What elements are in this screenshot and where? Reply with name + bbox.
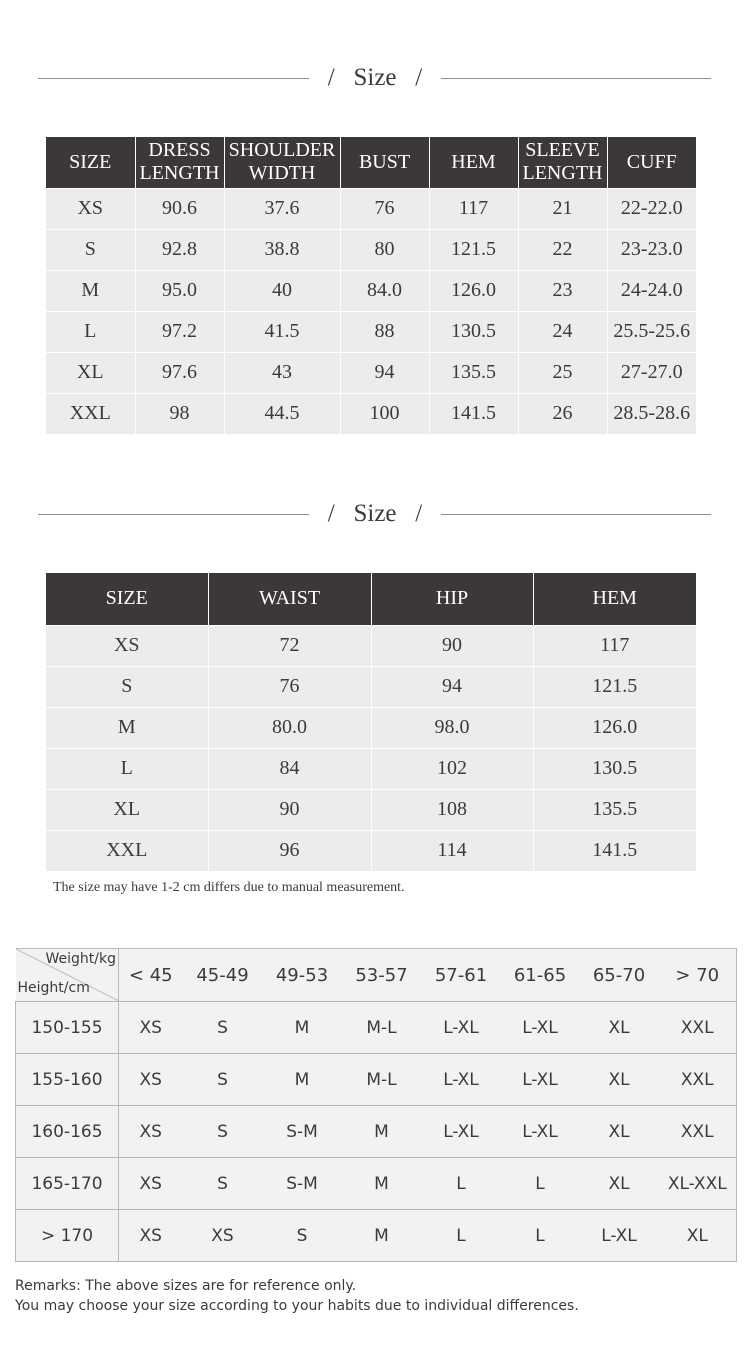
recommended-size-cell: XS xyxy=(119,1210,183,1262)
remarks-line-1: Remarks: The above sizes are for reference only. xyxy=(15,1278,357,1294)
recommended-size-cell: S xyxy=(183,1054,263,1106)
table-row xyxy=(46,625,696,666)
table-cell: 90.6 xyxy=(135,188,224,229)
height-range-cell: 155-160 xyxy=(16,1054,119,1106)
height-range-cell: 150-155 xyxy=(16,1002,119,1054)
recommended-size-cell: XS xyxy=(119,1158,183,1210)
column-header-text: HEM xyxy=(451,150,496,173)
column-header-text: CUFF xyxy=(626,150,677,173)
table-cell: 26 xyxy=(518,393,607,434)
column-header-text: WIDTH xyxy=(248,162,316,185)
table-cell: 22 xyxy=(518,229,607,270)
table-cell: 102 xyxy=(371,748,533,789)
column-header xyxy=(607,137,696,188)
table-cell: 126.0 xyxy=(533,707,696,748)
table-cell: 84 xyxy=(208,748,371,789)
remarks-line-2: You may choose your size according to your habits due to individual differences. xyxy=(15,1298,579,1314)
table-cell: 98.0 xyxy=(371,707,533,748)
weight-range-header: 65-70 xyxy=(580,949,659,1002)
recommended-size-cell: L xyxy=(501,1158,580,1210)
table-cell: 88 xyxy=(340,311,429,352)
table-cell: 21 xyxy=(518,188,607,229)
weight-range-header: 61-65 xyxy=(501,949,580,1002)
column-header xyxy=(224,137,340,188)
recommended-size-cell: M xyxy=(263,1054,342,1106)
recommended-size-cell: L xyxy=(501,1210,580,1262)
table-cell: 130.5 xyxy=(533,748,696,789)
height-row xyxy=(16,1106,737,1158)
column-header xyxy=(518,137,607,188)
table-cell: 37.6 xyxy=(224,188,340,229)
measurement-note: The size may have 1-2 cm differs due to manual measurement. xyxy=(53,880,405,895)
divider-right xyxy=(441,514,711,515)
height-axis-label: Height/cm xyxy=(17,980,90,996)
table-cell: 114 xyxy=(371,830,533,871)
column-header xyxy=(135,137,224,188)
table-cell: 72 xyxy=(208,625,371,666)
table-cell: 141.5 xyxy=(533,830,696,871)
weight-range-header: 45-49 xyxy=(183,949,263,1002)
table-cell: XXL xyxy=(46,830,208,871)
recommended-size-cell: XS xyxy=(119,1106,183,1158)
recommended-size-cell: XS xyxy=(183,1210,263,1262)
column-header-text: LENGTH xyxy=(522,162,603,185)
column-header: SIZE xyxy=(46,573,208,625)
divider-left xyxy=(38,78,309,79)
recommended-size-cell: XS xyxy=(119,1002,183,1054)
column-header: HIP xyxy=(371,573,533,625)
table-cell: 95.0 xyxy=(135,270,224,311)
column-header: HEM xyxy=(533,573,696,625)
recommended-size-cell: L-XL xyxy=(580,1210,659,1262)
column-header-text: DRESS xyxy=(148,139,211,162)
height-row xyxy=(16,1054,737,1106)
table-cell: 40 xyxy=(224,270,340,311)
recommended-size-cell: XL xyxy=(580,1054,659,1106)
column-header: WAIST xyxy=(208,573,371,625)
table-row xyxy=(46,789,696,830)
weight-range-header: < 45 xyxy=(119,949,183,1002)
table-cell: 92.8 xyxy=(135,229,224,270)
table-cell: 28.5-28.6 xyxy=(607,393,696,434)
recommended-size-cell: XXL xyxy=(659,1002,737,1054)
table-cell: 43 xyxy=(224,352,340,393)
divider-right xyxy=(441,78,711,79)
weight-range-header: 57-61 xyxy=(422,949,501,1002)
table-cell: S xyxy=(46,666,208,707)
recommended-size-cell: L-XL xyxy=(501,1002,580,1054)
table-cell: 25 xyxy=(518,352,607,393)
table-cell: 141.5 xyxy=(429,393,518,434)
table-cell: S xyxy=(46,229,135,270)
weight-header-row xyxy=(16,949,737,1002)
table-cell: 90 xyxy=(208,789,371,830)
table-cell: 121.5 xyxy=(429,229,518,270)
recommended-size-cell: L-XL xyxy=(501,1054,580,1106)
table-row xyxy=(46,707,696,748)
recommended-size-cell: XL xyxy=(580,1158,659,1210)
table-header-row xyxy=(46,573,696,625)
table-row xyxy=(46,666,696,707)
table-cell: 76 xyxy=(340,188,429,229)
table-cell: M xyxy=(46,707,208,748)
recommended-size-cell: XXL xyxy=(659,1054,737,1106)
table-row xyxy=(46,229,696,270)
table-cell: L xyxy=(46,311,135,352)
column-header-text: LENGTH xyxy=(139,162,220,185)
table-cell: XL xyxy=(46,352,135,393)
table-cell: 80 xyxy=(340,229,429,270)
table-cell: 98 xyxy=(135,393,224,434)
weight-axis-label: Weight/kg xyxy=(45,951,116,967)
recommended-size-cell: S-M xyxy=(263,1158,342,1210)
table-header-row xyxy=(46,137,696,188)
table-cell: 38.8 xyxy=(224,229,340,270)
table-cell: 94 xyxy=(371,666,533,707)
section-title-label: / Size / xyxy=(327,500,423,527)
table-cell: 44.5 xyxy=(224,393,340,434)
height-range-cell: 160-165 xyxy=(16,1106,119,1158)
recommended-size-cell: XL xyxy=(580,1106,659,1158)
recommended-size-cell: XL xyxy=(580,1002,659,1054)
table-cell: 41.5 xyxy=(224,311,340,352)
table-cell: XL xyxy=(46,789,208,830)
table-cell: 27-27.0 xyxy=(607,352,696,393)
recommended-size-cell: M-L xyxy=(342,1002,422,1054)
table-cell: 96 xyxy=(208,830,371,871)
table-cell: 117 xyxy=(429,188,518,229)
recommended-size-cell: L-XL xyxy=(422,1002,501,1054)
height-row xyxy=(16,1158,737,1210)
recommended-size-cell: L xyxy=(422,1158,501,1210)
table-cell: 130.5 xyxy=(429,311,518,352)
table-row xyxy=(46,188,696,229)
recommended-size-cell: M xyxy=(342,1210,422,1262)
weight-range-header: 49-53 xyxy=(263,949,342,1002)
recommended-size-cell: M-L xyxy=(342,1054,422,1106)
height-row xyxy=(16,1210,737,1262)
section-title-label: / Size / xyxy=(327,64,423,91)
table-cell: 108 xyxy=(371,789,533,830)
table-cell: 24-24.0 xyxy=(607,270,696,311)
recommended-size-cell: L xyxy=(422,1210,501,1262)
recommended-size-cell: L-XL xyxy=(422,1106,501,1158)
column-header xyxy=(340,137,429,188)
table-cell: L xyxy=(46,748,208,789)
table-cell: 24 xyxy=(518,311,607,352)
recommended-size-cell: S xyxy=(183,1002,263,1054)
table-row xyxy=(46,393,696,434)
table-cell: 135.5 xyxy=(429,352,518,393)
table-cell: 97.6 xyxy=(135,352,224,393)
height-row xyxy=(16,1002,737,1054)
section-title-1 xyxy=(38,63,711,93)
table-cell: 97.2 xyxy=(135,311,224,352)
table-cell: 23 xyxy=(518,270,607,311)
height-weight-table xyxy=(15,948,737,1262)
table-cell: 135.5 xyxy=(533,789,696,830)
recommended-size-cell: M xyxy=(342,1158,422,1210)
remarks xyxy=(15,1276,579,1316)
table-cell: M xyxy=(46,270,135,311)
table-cell: 80.0 xyxy=(208,707,371,748)
table-row xyxy=(46,311,696,352)
recommended-size-cell: S xyxy=(183,1158,263,1210)
table-row xyxy=(46,270,696,311)
corner-cell xyxy=(16,949,119,1002)
column-header-text: BUST xyxy=(358,150,411,173)
recommended-size-cell: XL xyxy=(659,1210,737,1262)
recommended-size-cell: L-XL xyxy=(501,1106,580,1158)
height-range-cell: 165-170 xyxy=(16,1158,119,1210)
column-header-text: SIZE xyxy=(69,150,112,173)
skirt-size-table xyxy=(46,573,696,871)
weight-range-header: 53-57 xyxy=(342,949,422,1002)
table-cell: 126.0 xyxy=(429,270,518,311)
recommended-size-cell: M xyxy=(342,1106,422,1158)
table-cell: XXL xyxy=(46,393,135,434)
column-header-text: SLEEVE xyxy=(525,139,600,162)
table-row xyxy=(46,830,696,871)
recommended-size-cell: M xyxy=(263,1002,342,1054)
recommended-size-cell: XXL xyxy=(659,1106,737,1158)
height-range-cell: > 170 xyxy=(16,1210,119,1262)
table-cell: XS xyxy=(46,625,208,666)
table-cell: XS xyxy=(46,188,135,229)
table-cell: 23-23.0 xyxy=(607,229,696,270)
table-cell: 84.0 xyxy=(340,270,429,311)
section-title-2 xyxy=(38,499,711,529)
column-header xyxy=(429,137,518,188)
table-row xyxy=(46,352,696,393)
recommended-size-cell: S xyxy=(183,1106,263,1158)
column-header-text: SHOULDER xyxy=(228,139,336,162)
table-cell: 121.5 xyxy=(533,666,696,707)
table-cell: 117 xyxy=(533,625,696,666)
column-header xyxy=(46,137,135,188)
table-cell: 22-22.0 xyxy=(607,188,696,229)
weight-range-header: > 70 xyxy=(659,949,737,1002)
recommended-size-cell: S xyxy=(263,1210,342,1262)
recommended-size-cell: L-XL xyxy=(422,1054,501,1106)
dress-size-table xyxy=(46,137,696,434)
table-cell: 90 xyxy=(371,625,533,666)
recommended-size-cell: S-M xyxy=(263,1106,342,1158)
recommended-size-cell: XL-XXL xyxy=(659,1158,737,1210)
table-row xyxy=(46,748,696,789)
table-cell: 25.5-25.6 xyxy=(607,311,696,352)
table-cell: 94 xyxy=(340,352,429,393)
divider-left xyxy=(38,514,309,515)
table-cell: 100 xyxy=(340,393,429,434)
table-cell: 76 xyxy=(208,666,371,707)
recommended-size-cell: XS xyxy=(119,1054,183,1106)
